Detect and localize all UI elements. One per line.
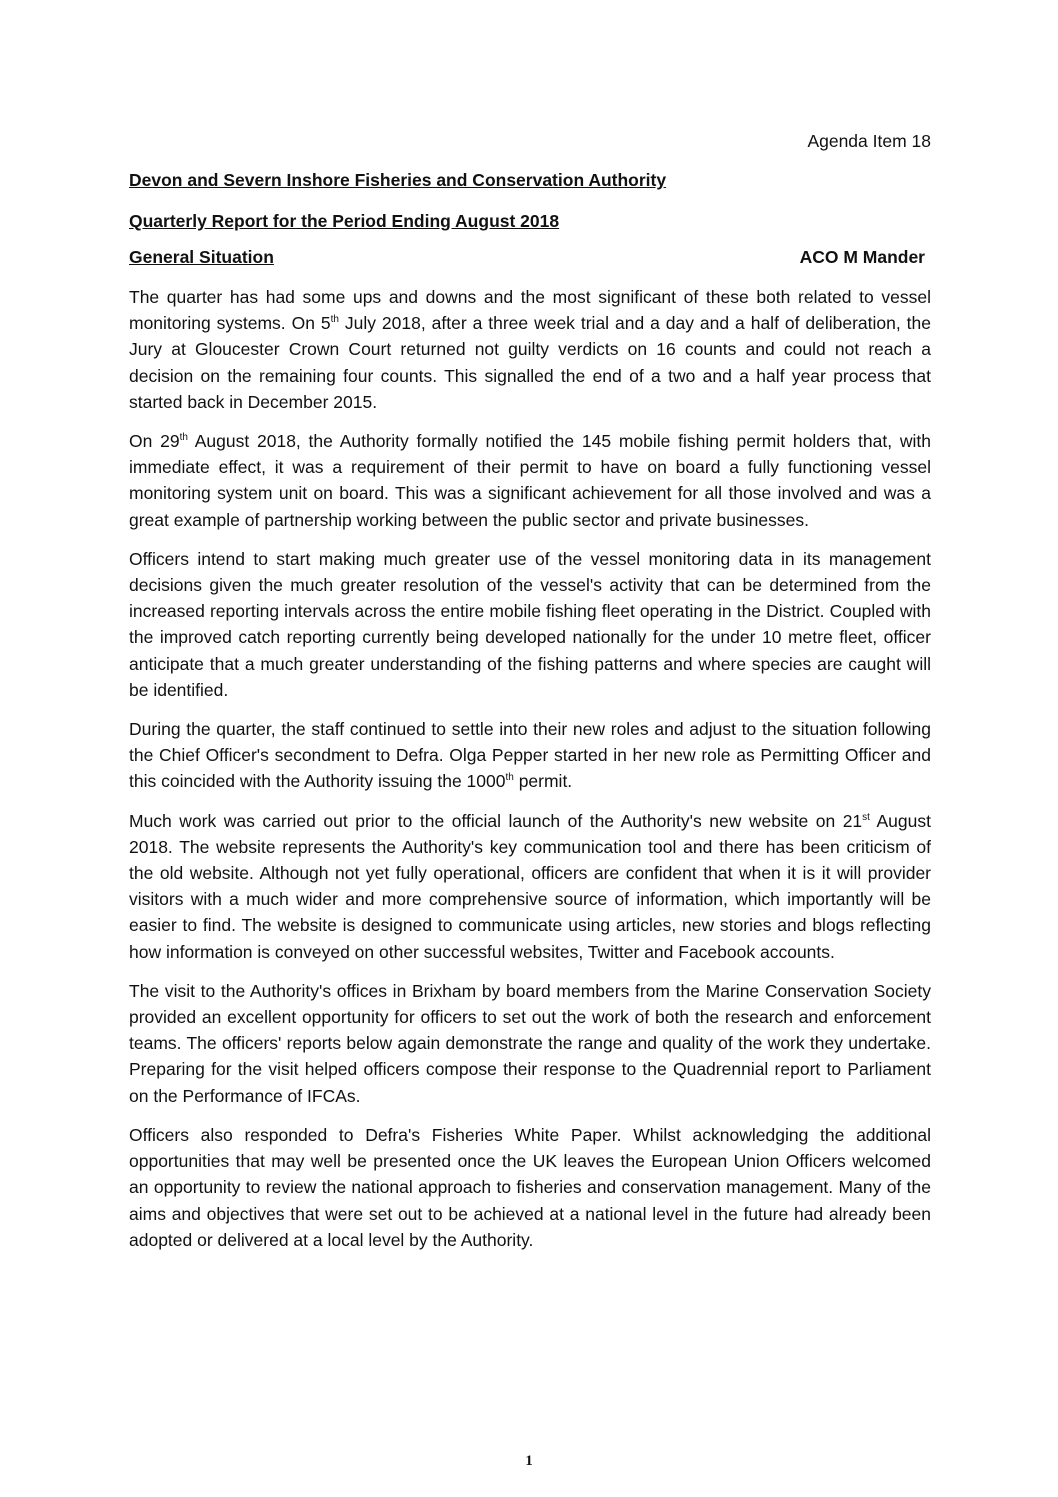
section-title: General Situation (129, 247, 274, 267)
paragraph-vms-permit: On 29th August 2018, the Authority formally notified the 145 mobile fishing permit holders that, with immediate effect, it was a requirement of their permit to have on board a fully functioning vessel monitoring system unit on board. This was a significant achievement for all those involved and was a great example of partnership working between the public sector and private businesses. (129, 431, 931, 530)
page-number: 1 (525, 1453, 533, 1469)
paragraph-white-paper: Officers also responded to Defra's Fisheries White Paper. Whilst acknowledging the additional opportunities that may well be presented once the UK leaves the European Union Officers welcomed an opportunity to review the national approach to fisheries and conservation management. Many of the aims and objectives that were set out to be achieved at a national level in the future had already been adopted or delivered at a local level by the Authority. (129, 1124, 931, 1250)
report-body (129, 284, 931, 1266)
paragraph-staff: During the quarter, the staff continued to settle into their new roles and adjust to the situation following the Chief Officer's secondment to Defra. Olga Pepper started in her new role as Permitting Officer and this coincided with the Authority issuing the 1000th permit. (129, 719, 931, 792)
officer-name: ACO M Mander (799, 247, 925, 267)
paragraph-vms-court-case: The quarter has had some ups and downs and the most significant of these both related to vessel monitoring systems. On 5th July 2018, after a three week trial and a day and a half of deliberation, the Jury at Gloucester Crown Court returned not guilty verdicts on 16 counts and could not reach a decision on the remaining four counts. This signalled the end of a two and a half year process that started back in December 2015. (129, 287, 931, 412)
paragraph-visit: The visit to the Authority's offices in Brixham by board members from the Marine Conservation Society provided an excellent opportunity for officers to set out the work of both the research and enforcement teams. The officers' reports below again demonstrate the range and quality of the work they undertake. Preparing for the visit helped officers compose their response to the Quadrennial report to Parliament on the Performance of IFCAs. (129, 980, 931, 1106)
report-title: Quarterly Report for the Period Ending August 2018 (129, 211, 560, 231)
agenda-item: Agenda Item 18 (807, 131, 931, 151)
paragraph-website: Much work was carried out prior to the official launch of the Authority's new website on 21st August 2018. The website represents the Authority's key communication tool and there has been criticism of the old website. Although not yet fully operational, officers are confident that when it is it will provider visitors with a much wider and more comprehensive source of information, which importantly will be easier to find. The website is designed to communicate using articles, new stories and blogs reflecting how information is conveyed on other successful websites, Twitter and Facebook accounts. (129, 810, 931, 962)
paragraph-vms-data: Officers intend to start making much greater use of the vessel monitoring data in its management decisions given the much greater resolution of the vessel's activity that can be determined from the increased reporting intervals across the entire mobile fishing fleet operating in the District. Coupled with the improved catch reporting currently being developed nationally for the under 10 metre fleet, officer anticipate that a much greater understanding of the fishing patterns and where species are caught will be identified. (129, 548, 931, 700)
organisation-heading: Devon and Severn Inshore Fisheries and Conservation Authority (129, 170, 667, 190)
